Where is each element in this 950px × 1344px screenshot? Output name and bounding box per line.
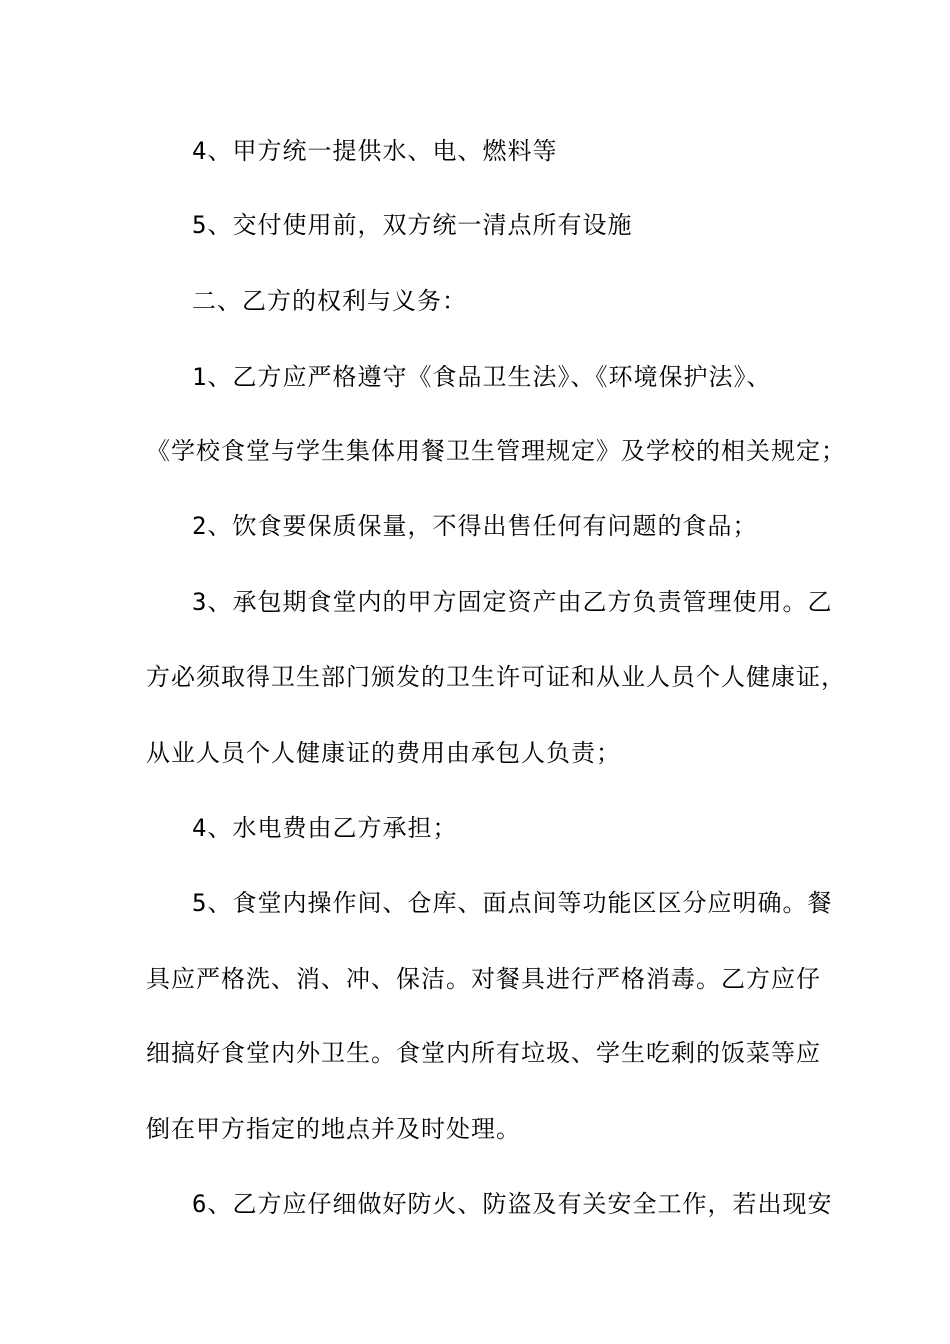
clause-line: 6、乙方应仔细做好防火、防盗及有关安全工作，若出现安 [192, 1190, 833, 1218]
clause-line: 方必须取得卫生部门颁发的卫生许可证和从业人员个人健康证， [146, 663, 846, 691]
section-heading: 二、乙方的权利与义务： [192, 287, 467, 315]
clause-line: 1、乙方应严格遵守《食品卫生法》、《环境保护法》、 [192, 363, 772, 391]
clause-line: 《学校食堂与学生集体用餐卫生管理规定》及学校的相关规定； [146, 437, 846, 465]
clause-line: 5、交付使用前，双方统一清点所有设施 [192, 211, 633, 239]
clause-line: 4、甲方统一提供水、电、燃料等 [192, 137, 558, 165]
clause-line: 倒在甲方指定的地点并及时处理。 [146, 1115, 521, 1143]
clause-line: 4、水电费由乙方承担； [192, 814, 458, 842]
clause-line: 3、承包期食堂内的甲方固定资产由乙方负责管理使用。乙 [192, 588, 833, 616]
clause-line: 从业人员个人健康证的费用由承包人负责； [146, 739, 621, 767]
clause-line: 5、食堂内操作间、仓库、面点间等功能区区分应明确。餐 [192, 889, 833, 917]
clause-line: 2、饮食要保质保量，不得出售任何有问题的食品； [192, 512, 758, 540]
clause-line: 细搞好食堂内外卫生。食堂内所有垃圾、学生吃剩的饭菜等应 [146, 1039, 821, 1067]
clause-line: 具应严格洗、消、冲、保洁。对餐具进行严格消毒。乙方应仔 [146, 965, 821, 993]
